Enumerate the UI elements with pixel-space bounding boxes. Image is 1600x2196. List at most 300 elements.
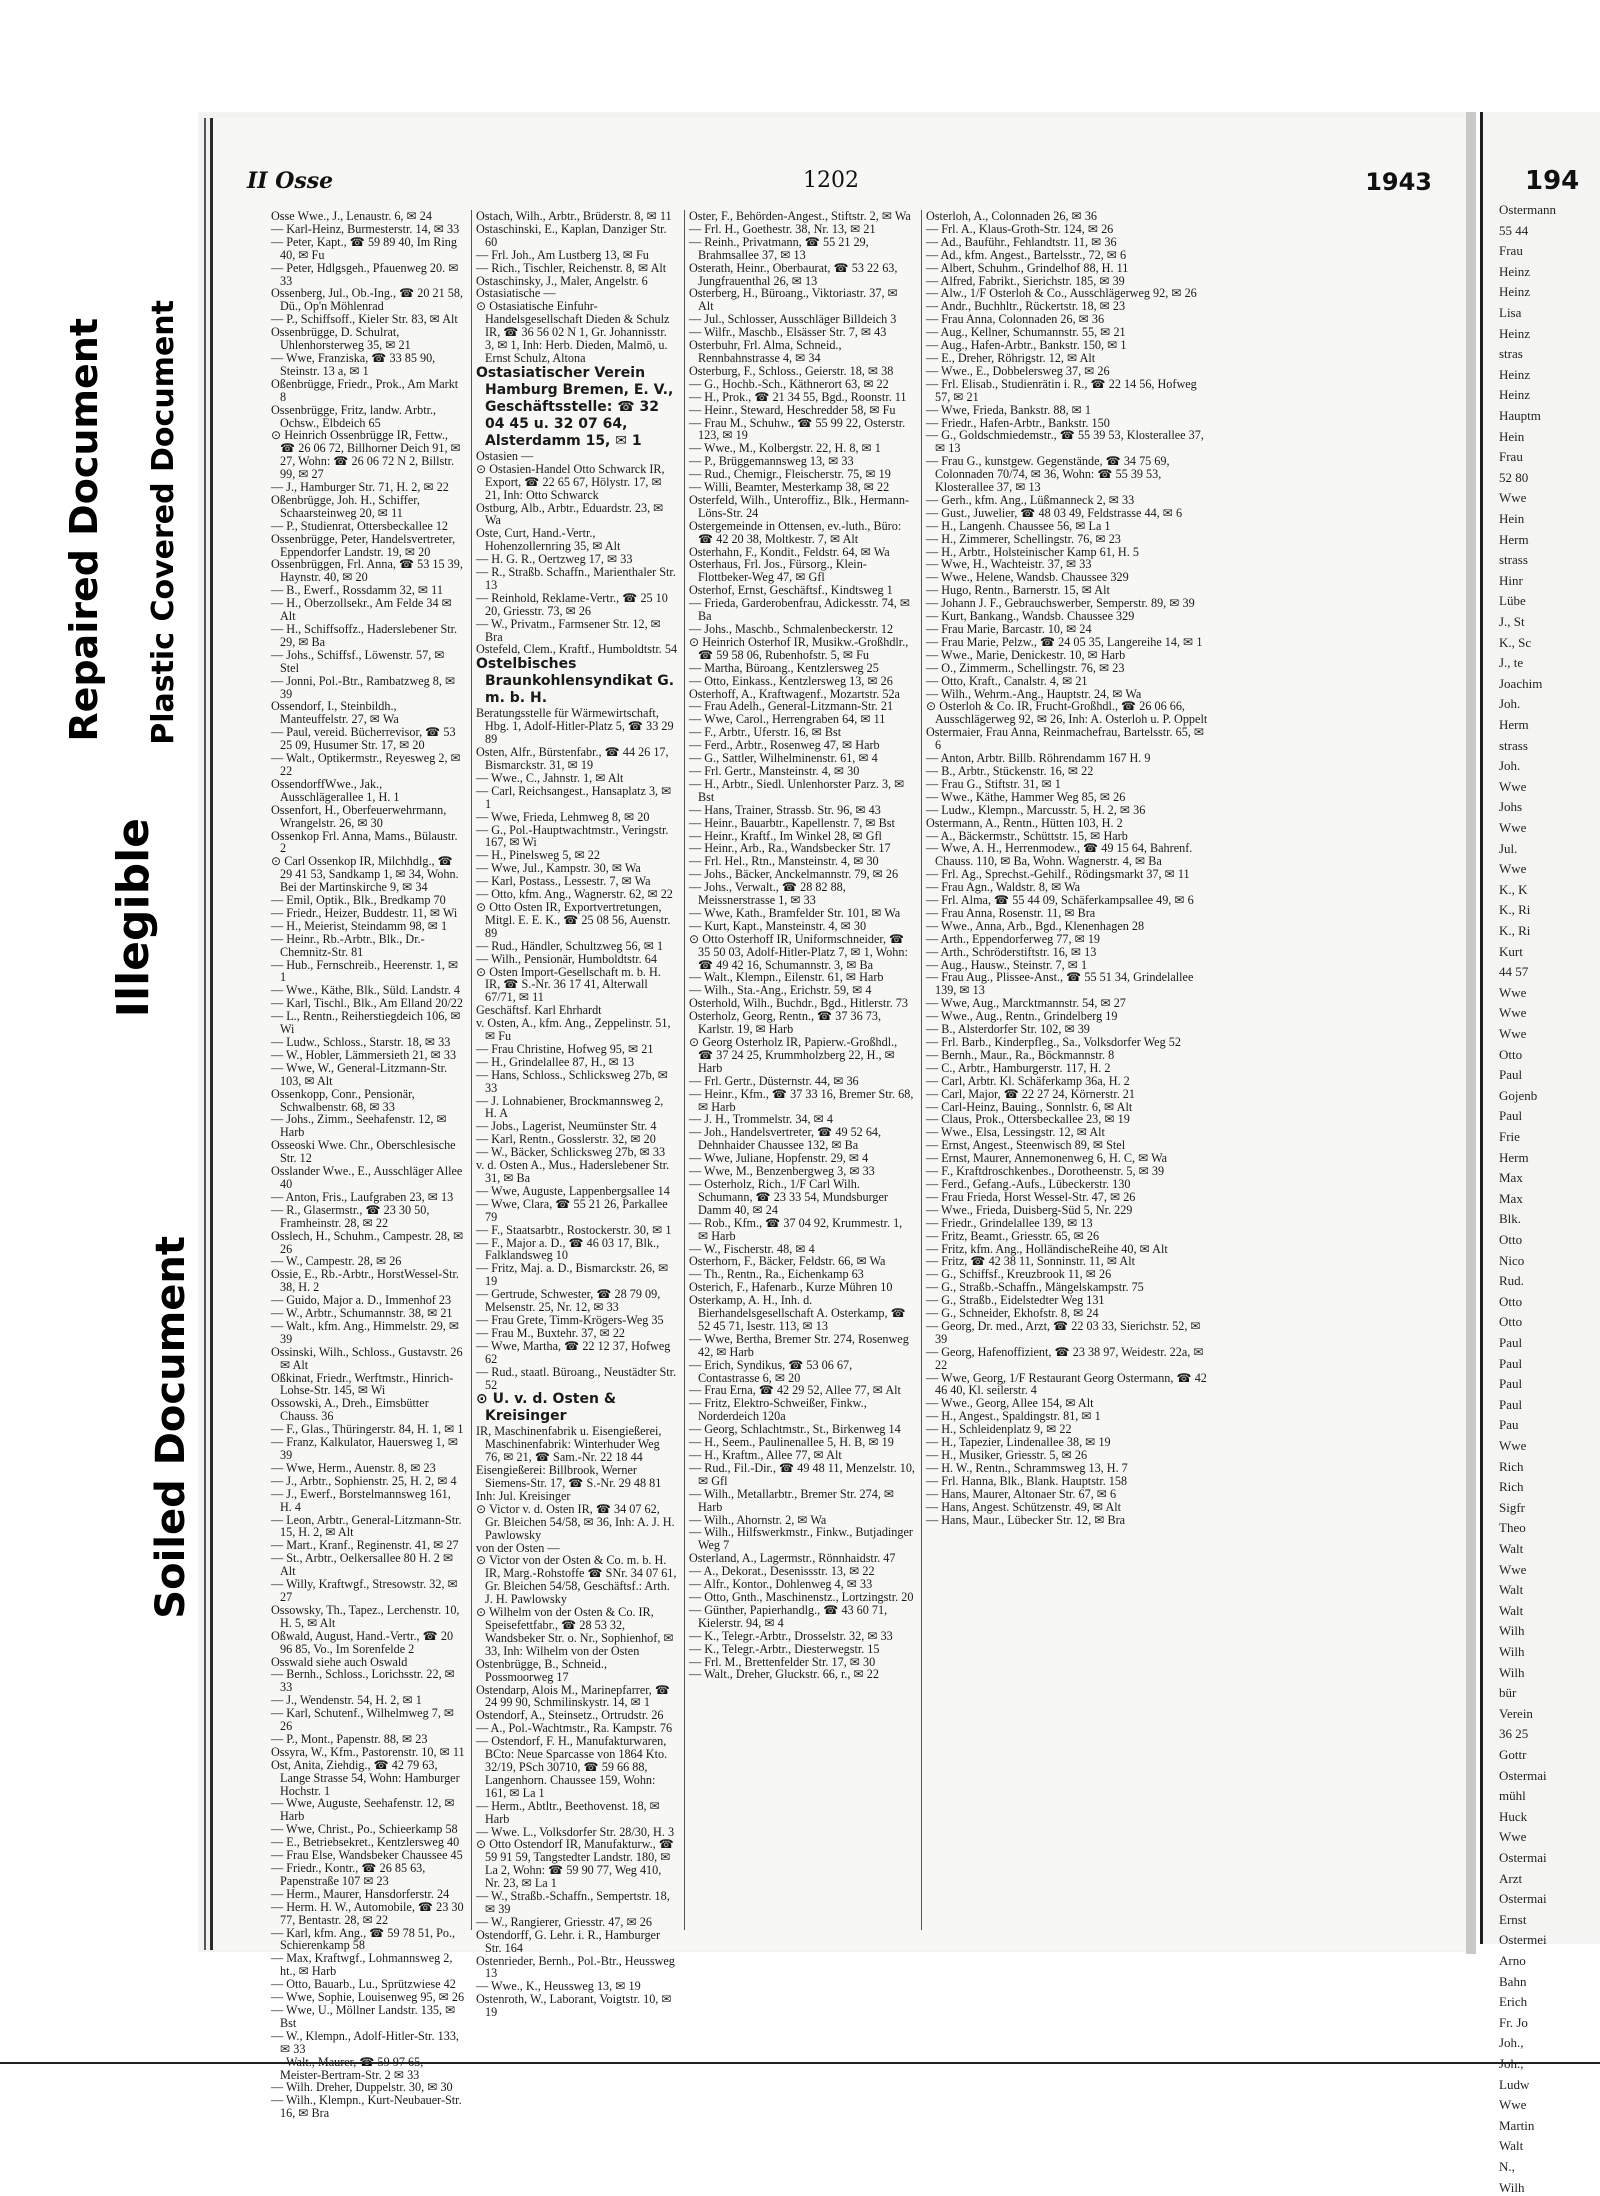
directory-entry: — Wwe, Kath., Bramfelder Str. 101, ✉ Wa: [689, 905, 901, 920]
directory-entry: — Wwe., Anna, Arb., Bgd., Klenenhagen 28: [926, 918, 1145, 933]
adjacent-page-line: Jul.: [1499, 840, 1518, 856]
directory-entry: — Frl. H., Goethestr. 38, Nr. 13, ✉ 21: [689, 221, 876, 236]
directory-entry: Ossowsky, Th., Tapez., Lerchenstr. 10, H. 5, ✉ Alt: [271, 1602, 460, 1630]
adjacent-page-line: strass: [1499, 737, 1528, 753]
adjacent-page-line: Wwe: [1499, 1005, 1527, 1021]
directory-entry: — Karl, Postass., Lessestr. 7, ✉ Wa: [476, 874, 651, 889]
adjacent-page-line: Wwe: [1499, 778, 1527, 794]
directory-entry: — Rob., Kfm., ☎ 37 04 92, Krummestr. 1, ✉ Harb: [689, 1215, 903, 1243]
directory-entry: Ostefeld, Clem., Kraftf., Humboldtstr. 54: [476, 642, 678, 657]
directory-entry: — Günther, Papierhandlg., ☎ 43 60 71, Kielerstr. 94, ✉ 4: [689, 1602, 888, 1630]
page-number: 1202: [803, 168, 859, 193]
directory-entry: — F., Staatsarbtr., Rostockerstr. 30, ✉ 1: [476, 1222, 672, 1237]
directory-entry: — Paul, vereid. Bücherrevisor, ☎ 53 25 09, Husumer Str. 17, ✉ 20: [271, 725, 456, 753]
directory-entry: Osslech, H., Schuhm., Campestr. 28, ✉ 26: [271, 1228, 464, 1256]
directory-entry: Ossenkopp, Conr., Pensionär, Schwalbenstr. 68, ✉ 33: [271, 1086, 415, 1114]
directory-entry: — Wilh., Hilfswerkmstr., Finkw., Butjadinger Weg 7: [689, 1525, 913, 1553]
directory-entry: — W., Klempn., Adolf-Hitler-Str. 133, ✉ 33: [271, 2028, 459, 2056]
directory-entry: Osterland, A., Lagermstr., Rönnhaidstr. 47: [689, 1551, 896, 1566]
directory-entry: — O., Zimmerm., Schellingstr. 76, ✉ 23: [926, 660, 1125, 675]
directory-entry: — H., Tapezier, Lindenallee 38, ✉ 19: [926, 1435, 1111, 1450]
directory-column-1: [267, 209, 472, 2121]
directory-entry: — L., Rentn., Reiherstiegdeich 106, ✉ Wi: [271, 1009, 461, 1037]
directory-entry: — Johs., Zimm., Seehafenstr. 12, ✉ Harb: [271, 1112, 447, 1140]
directory-entry: — Fritz, ☎ 42 38 11, Sonninstr. 11, ✉ Alt: [926, 1254, 1136, 1269]
adjacent-page-line: strass: [1499, 552, 1528, 568]
adjacent-page-line: Wwe: [1499, 820, 1527, 835]
directory-entry: — Wilh., Metallarbtr., Bremer Str. 274, ✉ Harb: [689, 1486, 895, 1514]
directory-entry: — P., Mont., Papenstr. 88, ✉ 23: [271, 1731, 428, 1746]
adjacent-page-line: J., te: [1499, 655, 1524, 671]
adjacent-page-line: K., Sc: [1499, 634, 1532, 650]
directory-entry: Ostermann, A., Rentn., Hütten 103, H. 2: [926, 815, 1123, 830]
adjacent-page-line: 52 80: [1499, 469, 1529, 485]
directory-entry: — Wwe, Frieda, Bankstr. 88, ✉ 1: [926, 402, 1092, 417]
directory-entry: — Franz, Kalkulator, Hauersweg 1, ✉ 39: [271, 1435, 459, 1462]
directory-entry: Osterhorn, F., Bäcker, Feldstr. 66, ✉ Wa: [689, 1254, 886, 1269]
directory-entry: Osterhold, Wilh., Buchdr., Bgd., Hitlerstr. 73: [689, 996, 908, 1011]
directory-entry: — Walt., Klempn., Eilenstr. 61, ✉ Harb: [689, 970, 884, 985]
adjacent-page-line: Arzt: [1499, 1870, 1523, 1886]
directory-entry: — Wwe, Christ., Po., Schieerkamp 58: [271, 1822, 458, 1837]
directory-entry: — B., Arbtr., Stückenstr. 16, ✉ 22: [926, 763, 1094, 778]
directory-entry: ⊙ Osten Import-Gesellschaft m. b. H. IR, ☎ S.-Nr. 36 17 41, Alterwall 67/71, ✉ 11: [476, 964, 661, 1005]
adjacent-page-line: Wwe: [1499, 984, 1527, 1000]
directory-entry: — Frl. A., Klaus-Groth-Str. 124, ✉ 26: [926, 221, 1114, 236]
directory-entry: — Anton, Arbtr. Billb. Röhrendamm 167 H. 9: [926, 751, 1151, 766]
directory-entry: Ostelbisches Braunkohlensyndikat G. m. b. H.: [476, 656, 675, 707]
directory-entry: — Wwe, Sophie, Louisenweg 95, ✉ 26: [271, 1990, 465, 2005]
directory-entry: — J., Hamburger Str. 71, H. 2, ✉ 22: [271, 480, 449, 495]
directory-entry: Osterloh, A., Colonnaden 26, ✉ 36: [926, 209, 1098, 223]
directory-entry: Ostendorf, A., Steinsetz., Ortrudstr. 26: [476, 1708, 664, 1723]
adjacent-page-line: Wilh: [1499, 1644, 1525, 1659]
adjacent-page-line: Lübe: [1499, 593, 1526, 609]
soiled-document-label: Soiled Document: [148, 1236, 194, 1619]
directory-entry: — Frl. Joh., Am Lustberg 13, ✉ Fu: [476, 247, 649, 262]
directory-entry: Inh: Jul. Kreisinger: [476, 1488, 571, 1503]
directory-entry: — Hans, Schloss., Schlicksweg 27b, ✉ 33: [476, 1067, 669, 1095]
directory-entry: — Hans, Maur., Lübecker Str. 12, ✉ Bra: [926, 1512, 1126, 1527]
directory-entry: — Bernh., Schloss., Lorichsstr. 22, ✉ 33: [271, 1667, 455, 1695]
directory-entry: — R., Glasermstr., ☎ 23 30 50, Framheinstr. 28, ✉ 22: [271, 1202, 430, 1230]
binding-edge: [204, 118, 206, 1950]
adjacent-page-line: Sigfr: [1499, 1499, 1525, 1515]
directory-entry: — Karl, Tischl., Blk., Am Elland 20/22: [271, 996, 463, 1011]
directory-entry: — Wwe., Frieda, Duisberg-Süd 5, Nr. 229: [926, 1202, 1133, 1217]
directory-entry: — Wwe., Aug., Rentn., Grindelberg 19: [926, 1009, 1118, 1024]
directory-entry: — H., Arbtr., Holsteinischer Kamp 61, H. 5: [926, 544, 1139, 559]
directory-entry: Ossenkop Frl. Anna, Mams., Bülaustr. 2: [271, 828, 458, 856]
directory-entry: — W., Campestr. 28, ✉ 26: [271, 1254, 402, 1269]
adjacent-page-line: Pau: [1499, 1417, 1519, 1433]
directory-entry: — Wwe, Franziska, ☎ 33 85 90, Steinstr. 13 a, ✉ 1: [271, 350, 436, 378]
adjacent-page-line: Wilh: [1499, 1623, 1525, 1639]
directory-entry: Ost, Anita, Ziehdig., ☎ 42 79 63, Lange Strasse 54, Wohn: Hamburger Hochstr. 1: [271, 1757, 460, 1798]
directory-entry: — F., Major a. D., ☎ 46 03 17, Blk., Falklandsweg 10: [476, 1235, 660, 1263]
adjacent-page-line: Erich: [1499, 1994, 1528, 2010]
directory-entry: — H., Arbtr., Siedl. Unlenhorster Parz. 3, ✉ Bst: [689, 776, 905, 804]
directory-entry: Osterkamp, A. H., Inh. d. Bierhandelsgesellschaft A. Osterkamp, ☎ 52 45 71, Isestr. 113, ✉ 13: [689, 1293, 906, 1333]
adjacent-page-line: Martin: [1499, 2117, 1535, 2133]
directory-entry: — Carl, Arbtr. Kl. Schäferkamp 36a, H. 2: [926, 1073, 1130, 1088]
directory-entry: Osterbuhr, Frl. Alma, Schneid., Rennbahnstrasse 4, ✉ 34: [689, 338, 842, 365]
adjacent-page-line: Johs: [1499, 799, 1523, 815]
adjacent-page-line: Otto: [1499, 1232, 1523, 1247]
adjacent-page-line: Herm: [1499, 531, 1529, 547]
directory-entry: Osslander Wwe., E., Ausschläger Allee 40: [271, 1164, 463, 1191]
adjacent-page-line: Ostermann: [1499, 202, 1557, 217]
directory-entry: Ossinski, Wilh., Schloss., Gustavstr. 26 ✉ Alt: [271, 1344, 463, 1372]
directory-entry: — K., Telegr.-Arbtr., Drosselstr. 32, ✉ 33: [689, 1628, 893, 1643]
directory-entry: — Th., Rentn., Ra., Eichenkamp 63: [689, 1267, 864, 1282]
directory-entry: ⊙ Victor von der Osten & Co. m. b. H. IR, Marg.-Rohstoffe ☎ SNr. 34 07 61, Gr. Bleichen 54/58, Geschäftsf.: Arth. J. H. Pawlowsky: [476, 1553, 677, 1607]
directory-entry: — H., Meierist, Steindamm 98, ✉ 1: [271, 918, 448, 933]
directory-entry: — Otto, Kraft., Canalstr. 4, ✉ 21: [926, 673, 1088, 688]
directory-entry: Osterburg, F., Schloss., Geierstr. 18, ✉ 38: [689, 363, 894, 378]
directory-entry: — Alfr., Kontor., Dohlenweg 4, ✉ 33: [689, 1577, 873, 1592]
directory-entry: — Wwe., Käthe, Hammer Weg 85, ✉ 26: [926, 789, 1126, 804]
directory-entry: — Frau Anna, Colonnaden 26, ✉ 36: [926, 312, 1105, 327]
directory-entry: — Leon, Arbtr., General-Litzmann-Str. 15, H. 2, ✉ Alt: [271, 1512, 462, 1540]
directory-entry: — Frau Christine, Hofweg 95, ✉ 21: [476, 1041, 654, 1056]
adjacent-page-line: 55 44: [1499, 222, 1529, 238]
adjacent-page-line: Wwe: [1499, 861, 1527, 877]
directory-entry: Osswald siehe auch Oswald: [271, 1654, 408, 1669]
directory-entry: Osterhaus, Frl. Jos., Fürsorg., Klein-Flottbeker-Weg 47, ✉ Gfl: [689, 557, 867, 585]
directory-entry: — Frau M., Schuhw., ☎ 55 99 22, Osterstr. 123, ✉ 19: [689, 415, 906, 443]
directory-entry: — Wwe, Herm., Auenstr. 8, ✉ 23: [271, 1460, 436, 1475]
adjacent-page-line: Wwe: [1499, 2097, 1527, 2113]
adjacent-page-line: Hauptm: [1499, 408, 1541, 423]
directory-entry: — Wwe., K., Heussweg 13, ✉ 19: [476, 1979, 641, 1994]
directory-entry: — Frl. M., Brettenfelder Str. 17, ✉ 30: [689, 1654, 876, 1669]
directory-entry: — W., Bäcker, Schlicksweg 27b, ✉ 33: [476, 1145, 666, 1160]
directory-entry: — Wwe, Clara, ☎ 55 21 26, Parkallee 79: [476, 1196, 668, 1224]
adjacent-page-line: Gottr: [1499, 1747, 1527, 1762]
directory-entry: — Frau Aug., Plissee-Anst., ☎ 55 51 34, Grindelallee 139, ✉ 13: [926, 970, 1194, 998]
directory-entry: Ostasiatische —: [476, 286, 556, 301]
directory-entry: Ossenfort, H., Oberfeuerwehrmann, Wrangelstr. 26, ✉ 30: [271, 802, 447, 830]
directory-entry: — Wwe., Marie, Denickestr. 10, ✉ Harb: [926, 647, 1126, 662]
adjacent-page-line: 36 25: [1499, 1726, 1529, 1742]
directory-entry: — W., Fischerstr. 48, ✉ 4: [689, 1241, 815, 1256]
directory-entry: — H., Zimmerer, Schellingstr. 76, ✉ 23: [926, 531, 1121, 546]
adjacent-page-line: Walt: [1499, 1582, 1524, 1598]
directory-entry: — Heinr., Arb., Ra., Wandsbecker Str. 17: [689, 841, 891, 856]
directory-entry: — Walt., kfm. Ang., Himmelstr. 29, ✉ 39: [271, 1318, 460, 1346]
directory-entry: — Kurt, Kapt., Mansteinstr. 4, ✉ 30: [689, 918, 867, 933]
adjacent-page-line: N.,: [1499, 2159, 1515, 2174]
directory-entry: Osse Wwe., J., Lenaustr. 6, ✉ 24: [271, 209, 432, 223]
directory-entry: — Otto, Gnth., Maschinenstz., Lortzingstr. 20: [689, 1589, 914, 1604]
directory-entry: — Hans, Angest. Schützenstr. 49, ✉ Alt: [926, 1499, 1122, 1514]
adjacent-page-line: Wwe: [1499, 1026, 1527, 1041]
directory-entry: — Georg, Hafenoffizient, ☎ 23 38 97, Weidestr. 22a, ✉ 22: [926, 1344, 1204, 1372]
directory-entry: Ossendorf, I., Steinbildh., Manteuffelstr. 27, ✉ Wa: [271, 699, 399, 727]
directory-entry: — Wwe., Helene, Wandsb. Chaussee 329: [926, 570, 1129, 585]
directory-entry: ⊙ Wilhelm von der Osten & Co. IR, Speisefettfabr., ☎ 28 53 32, Wandsbeker Str. o. Nr., Sophienhof, ✉ 33, Inh: Wilhelm von der Osten: [476, 1605, 674, 1658]
adjacent-page-line: stras: [1499, 346, 1523, 362]
directory-entry: — Frau Grete, Timm-Krögers-Weg 35: [476, 1312, 664, 1327]
directory-entry: — G., Hochb.-Sch., Käthnerort 63, ✉ 22: [689, 376, 889, 391]
directory-entry: — Heinr., Kfm., ☎ 37 33 16, Bremer Str. 68, ✉ Harb: [689, 1086, 914, 1114]
directory-entry: — Albert, Schuhm., Grindelhof 88, H. 11: [926, 260, 1129, 275]
adjacent-page-line: Wilh: [1499, 1664, 1525, 1680]
directory-entry: — Wwe, Jul., Kampstr. 30, ✉ Wa: [476, 861, 641, 876]
directory-entry: — H., Kraftm., Allee 77, ✉ Alt: [689, 1448, 842, 1462]
directory-entry: — H., Schleidenplatz 9, ✉ 22: [926, 1422, 1072, 1437]
directory-entry: Oste, Curt, Hand.-Vertr., Hohenzollernring 35, ✉ Alt: [476, 526, 621, 554]
directory-entry: Oster, F., Behörden-Angest., Stiftstr. 2, ✉ Wa: [689, 209, 911, 223]
adjacent-page-line: Ostermai: [1499, 1850, 1547, 1865]
directory-entry: — Ostendorf, F. H., Manufakturwaren, BCto: Neue Sparcasse von 1864 Kto. 32/19, PSch 30710, ☎ 59 66 88, Langenhorn. Chaussee 159, Wohn: 161, ✉ La 1: [476, 1734, 668, 1800]
directory-entry: ⊙ Osterloh & Co. IR, Frucht-Großhdl., ☎ 26 06 66, Ausschlägerweg 92, ✉ 26, Inh: A. Osterloh u. P. Oppelt: [926, 699, 1208, 727]
directory-entry: Osterfeld, Wilh., Unteroffiz., Blk., Hermann-Löns-Str. 24: [689, 492, 910, 520]
directory-entry: — Gertrude, Schwester, ☎ 28 79 09, Melsenstr. 25, Nr. 12, ✉ 33: [476, 1287, 661, 1315]
adjacent-page-line: Verein: [1499, 1705, 1533, 1721]
directory-entry: — Ad., Bauführ., Fehlandtstr. 11, ✉ 36: [926, 234, 1117, 249]
directory-page: [210, 118, 1468, 2121]
adjacent-page-line: Wwe: [1499, 490, 1527, 506]
directory-entry: — Friedr., Hafen-Arbtr., Bankstr. 150: [926, 415, 1110, 430]
directory-entry: — Max, Kraftwgf., Lohmannsweg 2, ht., ✉ Harb: [271, 1951, 453, 1979]
adjacent-page-line: Heinz: [1499, 263, 1531, 279]
directory-entry: — Frau G., kunstgew. Gegenstände, ☎ 34 75 69, Colonnaden 70/74, ✉ 36, Wohn: ☎ 55 39 53, Klosterallee 37, ✉ 13: [926, 454, 1170, 495]
directory-entry: — Wwe, Aug., Marcktmannstr. 54, ✉ 27: [926, 996, 1126, 1011]
adjacent-page-line: Fr. Jo: [1499, 2014, 1528, 2030]
directory-entry: — H., Oberzollsekr., Am Felde 34 ✉ Alt: [271, 596, 452, 624]
directory-entry: Ostenroth, W., Laborant, Voigtstr. 10, ✉ 19: [476, 1992, 672, 2020]
directory-entry: Ostburg, Alb., Arbtr., Eduardstr. 23, ✉ Wa: [476, 500, 664, 528]
directory-entry: — E., Betriebsekret., Kentzlersweg 40: [271, 1835, 460, 1850]
directory-entry: Ostasiatischer Verein Hamburg Bremen, E. V., Geschäftsstelle: ☎ 32 04 45 u. 32 07 64, Alsterdamm 15, ✉ 1: [476, 364, 674, 449]
directory-entry: — Otto, Bauarb., Lu., Sprützwiese 42: [271, 1977, 456, 1992]
directory-entry: — Ferd., Arbtr., Rosenweg 47, ✉ Harb: [689, 738, 880, 753]
directory-entry: Ossie, E., Rb.-Arbtr., HorstWessel-Str. 38, H. 2: [271, 1267, 459, 1295]
directory-entry: ⊙ Otto Osten IR, Exportvertretungen, Mitgl. E. E. K., ☎ 25 08 56, Auenstr. 89: [476, 899, 671, 940]
directory-entry: — Gust., Juwelier, ☎ 48 03 49, Feldstrasse 44, ✉ 6: [926, 505, 1183, 520]
directory-entry: — Peter, Hdlgsgeh., Pfauenweg 20. ✉ 33: [271, 260, 459, 288]
adjacent-page-line: mühl: [1499, 1788, 1526, 1804]
directory-entry: — P., Studienrat, Ottersbeckallee 12: [271, 518, 449, 533]
adjacent-page-line: Wwe: [1499, 1438, 1527, 1453]
directory-entry: Ostasien —: [476, 448, 534, 463]
directory-entry: — A., Dekorat., Desenissstr. 13, ✉ 22: [689, 1564, 875, 1579]
directory-entry: — Arth., Eppendorferweg 77, ✉ 19: [926, 931, 1101, 946]
directory-entry: — Friedr., Heizer, Buddestr. 11, ✉ Wi: [271, 905, 458, 920]
adjacent-page-line: Ludw: [1499, 2076, 1530, 2092]
directory-entry: OssendorffWwe., Jak., Ausschlägerallee 1, H. 1: [271, 776, 400, 804]
directory-entry: — Wwe. L., Volksdorfer Str. 28/30, H. 3: [476, 1824, 675, 1839]
adjacent-page-line: Kurt: [1499, 943, 1523, 959]
directory-entry: v. d. Osten A., Mus., Haderslebener Str. 31, ✉ Ba: [476, 1158, 670, 1185]
directory-entry: v. Osten, A., kfm. Ang., Zeppelinstr. 51, ✉ Fu: [476, 1016, 671, 1044]
directory-entry: — Ludw., Klempn., Marcusstr. 5, H. 2, ✉ 36: [926, 802, 1146, 817]
adjacent-page-line: Max: [1499, 1170, 1523, 1186]
directory-entry: — Anton, Fris., Laufgraben 23, ✉ 13: [271, 1189, 454, 1204]
plastic-covered-document-label: Plastic Covered Document: [146, 300, 181, 745]
directory-entry: — Rich., Tischler, Reichenstr. 8, ✉ Alt: [476, 260, 667, 275]
adjacent-page-line: Huck: [1499, 1808, 1528, 1824]
adjacent-page-line: Herm: [1499, 717, 1529, 732]
adjacent-page-line: Otto: [1499, 1046, 1523, 1062]
directory-entry: — Frl. Gertr., Mansteinstr. 4, ✉ 30: [689, 763, 860, 778]
directory-entry: Osterberg, H., Büroang., Viktoriastr. 37, ✉ Alt: [689, 286, 898, 314]
directory-entry: Oßenbrügge, Joh. H., Schiffer, Schaarsteinweg 20, ✉ 11: [271, 492, 420, 520]
directory-entry: — Walt., Dreher, Gluckstr. 66, r., ✉ 22: [689, 1667, 879, 1682]
directory-entry: — Jonni, Pol.-Btr., Rambatzweg 8, ✉ 39: [271, 673, 456, 701]
directory-entry: Oßkinat, Friedr., Werftmstr., Hinrich-Lohse-Str. 145, ✉ Wi: [271, 1370, 454, 1398]
directory-entry: — Wwe., M., Kolbergstr. 22, H. 8, ✉ 1: [689, 441, 881, 456]
side-labels: [0, 0, 200, 2177]
adjacent-page-line: Wwe: [1499, 1829, 1527, 1845]
adjacent-page-line: Heinz: [1499, 366, 1531, 382]
directory-entry: — Wwe, A. H., Herrenmodew., ☎ 49 15 64, Bahrenf. Chauss. 110, ✉ Ba, Wohn. Wagnerstr. 4, ✉ Ba: [926, 841, 1193, 869]
directory-entry: — Guido, Major a. D., Immenhof 23: [271, 1293, 452, 1308]
directory-entry: Ostergemeinde in Ottensen, ev.-luth., Büro: ☎ 42 20 38, Moltkestr. 7, ✉ Alt: [689, 518, 902, 546]
directory-entry: — Karl-Heinz, Burmesterstr. 14, ✉ 33: [271, 221, 460, 236]
directory-columns: [267, 209, 1417, 2121]
adjacent-page-line: Rud.: [1499, 1273, 1524, 1289]
directory-entry: Osterhahn, F., Kondit., Feldstr. 64, ✉ Wa: [689, 544, 890, 559]
directory-entry: — Wwe, M., Benzenbergweg 3, ✉ 33: [689, 1164, 875, 1179]
directory-entry: — Ferd., Gefang.-Aufs., Lübeckerstr. 130: [926, 1176, 1131, 1191]
directory-entry: — B., Ewerf., Rossdamm 32, ✉ 11: [271, 583, 443, 598]
directory-entry: — Mart., Kranf., Reginenstr. 41, ✉ 27: [271, 1538, 459, 1553]
directory-entry: Ostaschinski, E., Kaplan, Danziger Str. 60: [476, 221, 667, 249]
adjacent-page-line: Hein: [1499, 511, 1525, 526]
adjacent-page-line: [1499, 2056, 1524, 2072]
directory-entry: — Frl. Hel., Rtn., Mansteinstr. 4, ✉ 30: [689, 854, 879, 869]
directory-entry: — Wwe., Käthe, Blk., Süld. Landstr. 4: [271, 983, 461, 998]
directory-entry: — Wwe., Georg, Allee 154, ✉ Alt: [926, 1396, 1094, 1411]
directory-entry: — Herm. H. W., Automobile, ☎ 23 30 77, Bentastr. 28, ✉ 22: [271, 1899, 464, 1927]
directory-entry: IR, Maschinenfabrik u. Eisengießerei, Maschinenfabrik: Winterhuder Weg 76, ✉ 21, ☎ Sam.-Nr. 22 18 44: [476, 1424, 662, 1465]
adjacent-page-line: Frie: [1499, 1129, 1520, 1144]
directory-entry: — Andr., Buchhltr., Rückertstr. 18, ✉ 23: [926, 299, 1126, 314]
directory-entry: — Frau Erna, ☎ 42 29 52, Allee 77, ✉ Alt: [689, 1383, 901, 1398]
directory-entry: — Wilh., Pensionär, Humboldtstr. 64: [476, 951, 657, 966]
directory-entry: Meister-Bertram-Str. 2 ✉ 33: [280, 2067, 420, 2082]
directory-entry: — Heinr., Bauarbtr., Kapellenstr. 7, ✉ Bst: [689, 815, 895, 830]
directory-entry: Osterhof, Ernst, Geschäftsf., Kindtsweg 1: [689, 583, 893, 598]
directory-entry: — A., Pol.-Wachtmstr., Ra. Kampstr. 76: [476, 1721, 673, 1736]
directory-entry: — Karl, Rentn., Gosslerstr. 32, ✉ 20: [476, 1132, 656, 1147]
directory-entry: — Johs., Schiffsf., Löwenstr. 57, ✉ Stel: [271, 647, 445, 675]
directory-entry: Ostendarp, Alois M., Marinepfarrer, ☎ 24 99 90, Schmilinskystr. 14, ✉ 1: [476, 1682, 671, 1710]
adjacent-page-line: Joh.,: [1499, 2035, 1524, 2051]
directory-entry: — Peter, Kapt., ☎ 59 89 40, Im Ring 40, ✉ Fu: [271, 234, 457, 262]
adjacent-page-line: Joh.: [1499, 696, 1521, 712]
directory-entry: — Heinr., Rb.-Arbtr., Blk., Dr.-Chemnitz-Str. 81: [271, 931, 425, 959]
adjacent-page-line: Frau: [1499, 243, 1523, 259]
directory-entry: — Martha, Büroang., Kentzlersweg 25: [689, 660, 879, 675]
directory-entry: — Frau Marie, Barcastr. 10, ✉ 24: [926, 622, 1092, 636]
directory-entry: — Walt., Optikermstr., Reyesweg 2, ✉ 22: [271, 751, 461, 778]
directory-entry: — Aug., Hausw., Steinstr. 7, ✉ 1: [926, 957, 1088, 972]
directory-entry: Ostenbrügge, B., Schneid., Possmoorweg 17: [476, 1656, 607, 1684]
directory-entry: — H., Musiker, Griesstr. 5, ✉ 26: [926, 1448, 1088, 1462]
directory-entry: — Wwe, H., Wachteistr. 37, ✉ 33: [926, 557, 1092, 572]
adjacent-page-line: Max: [1499, 1190, 1523, 1206]
directory-entry: — B., Alsterdorfer Str. 102, ✉ 39: [926, 1022, 1090, 1037]
adjacent-page-edge: [1480, 112, 1600, 2195]
directory-entry: Ostendorff, G. Lehr. i. R., Hamburger Str. 164: [476, 1927, 661, 1955]
directory-entry: — Frl. Elisab., Studienrätin i. R., ☎ 22 14 56, Hofweg 57, ✉ 21: [926, 376, 1197, 404]
directory-entry: — Wilh., Wehrm.-Ang., Hauptstr. 24, ✉ Wa: [926, 686, 1142, 701]
directory-entry: — Willi, Beamter, Mesterkamp 38, ✉ 22: [689, 480, 890, 495]
directory-entry: — Wwe, Frieda, Lehmweg 8, ✉ 20: [476, 809, 650, 824]
directory-entry: ⊙ Victor v. d. Osten IR, ☎ 34 07 62, Gr. Bleichen 54/58, ✉ 36, Inh: A. J. H. Pawlowsky: [476, 1501, 675, 1542]
adjacent-page-line: Herm: [1499, 1149, 1529, 1165]
directory-entry: — Fritz, kfm. Ang., HolländischeReihe 40, ✉ Alt: [926, 1241, 1168, 1256]
directory-entry: Ossenbrüggen, Frl. Anna, ☎ 53 15 39, Haynstr. 40, ✉ 20: [271, 557, 463, 585]
directory-entry: — Johs., Maschb., Schmalenbeckerstr. 12: [689, 622, 894, 636]
directory-entry: — G., Pol.-Hauptwachtmstr., Veringstr. 167, ✉ Wi: [476, 822, 669, 850]
adjacent-page-line: Walt: [1499, 1602, 1524, 1618]
directory-entry: Ossowski, A., Dreh., Eimsbütter Chauss. 36: [271, 1396, 429, 1424]
adjacent-page-line: Hein: [1499, 428, 1525, 444]
directory-entry: — H., Pinelsweg 5, ✉ 22: [476, 848, 600, 863]
directory-entry: — Rud., Händler, Schultzweg 56, ✉ 1: [476, 938, 664, 953]
directory-entry: — Johs., Verwalt., ☎ 28 82 88, Meissnerstrasse 1, ✉ 33: [689, 880, 846, 908]
directory-entry: — Wilh., Ahornstr. 2, ✉ Wa: [689, 1512, 827, 1527]
directory-entry: — Georg, Dr. med., Arzt, ☎ 22 03 33, Sierichstr. 52, ✉ 39: [926, 1318, 1201, 1346]
directory-entry: — G., Straßb.-Schaffn., Mängelskampstr. 75: [926, 1280, 1144, 1295]
directory-entry: — Frl. Barb., Kinderpfleg., Sa., Volksdorfer Weg 52: [926, 1035, 1181, 1049]
directory-entry: Osterich, F., Hafenarb., Kurze Mühren 10: [689, 1280, 893, 1295]
directory-entry: — Heinr., Kraftf., Im Winkel 28, ✉ Gfl: [689, 828, 882, 843]
directory-entry: Geschäftsf. Karl Ehrhardt: [476, 1003, 602, 1018]
directory-entry: — K., Telegr.-Arbtr., Diesterwegstr. 15: [689, 1641, 880, 1656]
directory-entry: — Rud., Fil.-Dir., ☎ 49 48 11, Menzelstr. 10, ✉ Gfl: [689, 1460, 915, 1488]
directory-entry: — Frau Anna, Rosenstr. 11, ✉ Bra: [926, 905, 1096, 920]
adjacent-page-line: Heinz: [1499, 325, 1531, 341]
adjacent-page-line: Bahn: [1499, 1973, 1527, 1989]
directory-entry: Osterhoff, A., Kraftwagenf., Mozartstr. 52a: [689, 686, 900, 701]
adjacent-page-line: Nico: [1499, 1252, 1525, 1268]
directory-entry: — Carl, Major, ☎ 22 27 24, Körnerstr. 21: [926, 1086, 1135, 1101]
directory-entry: — H., Langenh. Chaussee 56, ✉ La 1: [926, 518, 1111, 533]
directory-entry: — W., Straßb.-Schaffn., Sempertstr. 18, ✉ 39: [476, 1889, 670, 1916]
directory-entry: — Wwe, Auguste, Lappenbergsallee 14: [476, 1183, 670, 1198]
directory-entry: — Wilh. Dreher, Duppelstr. 30, ✉ 30: [271, 2080, 453, 2095]
directory-entry: Ossenbrügge, D. Schulrat, Uhlenhorsterweg 35, ✉ 21: [271, 325, 411, 353]
adjacent-page-line: Paul: [1499, 1376, 1523, 1392]
directory-entry: — Wwe, U., Möllner Landstr. 135, ✉ Bst: [271, 2002, 456, 2030]
directory-entry: — Rud., Chemigr., Fleischerstr. 75, ✉ 19: [689, 467, 891, 482]
directory-entry: — Herm., Abtltr., Beethovenst. 18, ✉ Harb: [476, 1798, 660, 1826]
directory-entry: — Frl. Gertr., Düsternstr. 44, ✉ 36: [689, 1073, 859, 1088]
page-section-header: II Osse: [247, 168, 334, 194]
directory-entry: — Claus, Prok., Ottersbeckallee 23, ✉ 19: [926, 1112, 1130, 1127]
directory-entry: — G., Schneider, Ekhofstr. 8, ✉ 24: [926, 1306, 1099, 1321]
directory-column-3: [685, 210, 922, 1930]
directory-entry: — J., Arbtr., Sophienstr. 25, H. 2, ✉ 4: [271, 1473, 457, 1488]
adjacent-page-line: Paul: [1499, 1108, 1523, 1124]
adjacent-page-line: Rich: [1499, 1458, 1524, 1474]
directory-entry: — G., Schiffsf., Kreuzbrook 11, ✉ 26: [926, 1267, 1112, 1282]
adjacent-page-line: Arno: [1499, 1953, 1526, 1968]
adjacent-page-year: 194: [1525, 166, 1580, 196]
directory-entry: — Georg, Schlachtmstr., St., Birkenweg 14: [689, 1422, 901, 1437]
directory-entry: — Johann J. F., Gebrauchswerber, Semperstr. 89, ✉ 39: [926, 596, 1195, 611]
adjacent-page-line: Theo: [1499, 1520, 1526, 1536]
adjacent-page-line: Heinz: [1499, 387, 1531, 403]
directory-entry: — J. H., Trommelstr. 34, ✉ 4: [689, 1112, 833, 1127]
directory-entry: — Carl-Heinz, Bauing., Sonnlstr. 6, ✉ Alt: [926, 1099, 1133, 1114]
